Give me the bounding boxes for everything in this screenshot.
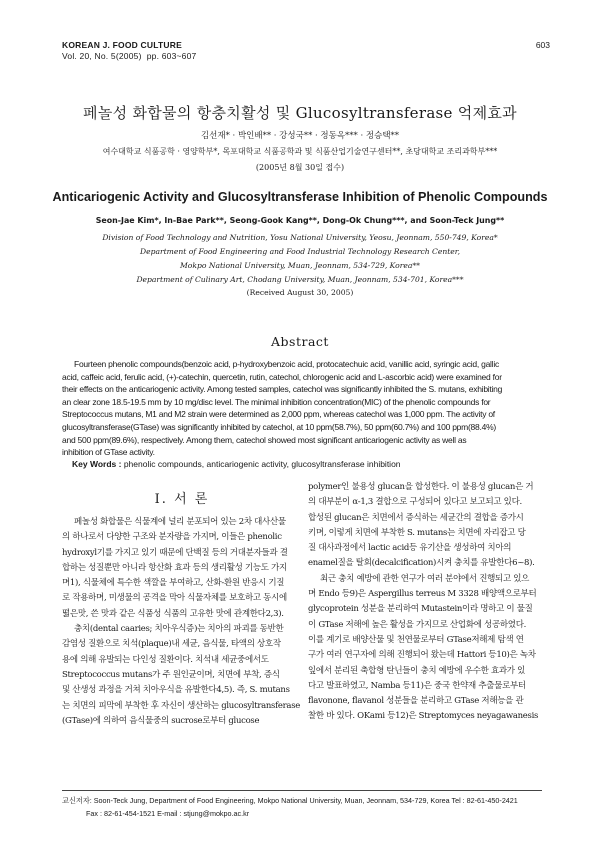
body-line: glycoprotein 성분을 분리하여 Mutastein이라 명하고 이 물질 xyxy=(308,604,533,615)
body-line: enamel질을 탈회(decalcification)시켜 충치를 유발한다6~8). xyxy=(308,558,535,569)
abstract-line: Fourteen phenolic compounds(benzoic acid, p-hydroxybenzoic acid, protocatechuic acid, vanillic acid, syringic acid, gallic xyxy=(74,359,499,369)
body-line: flavonone, flavanol 성분들을 분리하고 GTase 저해능을 관 xyxy=(308,696,524,707)
body-line: 이 GTase 저해에 높은 활성을 가지므로 산업화에 성공하였다. xyxy=(308,619,527,630)
body-line: 며1), 식물체에 특수한 색깔을 부여하고, 산화-환원 반응시 기질 xyxy=(62,578,285,589)
body-line: 충치(dental caaries; 치아우식증)는 치아의 파괴를 동반한 xyxy=(74,624,284,635)
page-number: 603 xyxy=(535,40,550,50)
body-line: 떫은맛, 쓴 맛과 같은 식품성 식품의 고유한 맛에 관계한다2,3). xyxy=(62,608,284,619)
body-line: 합하는 성질뿐만 아니라 항산화 효과 등의 생리활성 기능도 가지 xyxy=(62,562,287,573)
body-line: 는 치면의 피막에 부착한 후 자신이 생산하는 glucosyltransferase xyxy=(62,700,300,711)
footnote-correspondence: 교신저자: Soon-Teck Jung, Department of Food Engineering, Mokpo National University, Muan, Jeonnam, 534-729, Korea Tel : 82-61-450-2421 xyxy=(62,796,518,805)
english-affiliation-4: Department of Culinary Art, Chodang University, Muan, Jeonnam, 534-701, Korea*** xyxy=(136,275,464,284)
journal-volume-line xyxy=(62,51,196,62)
body-line: hydroxyl기를 가지고 있기 때문에 단백질 등의 거대분자들과 결 xyxy=(62,547,288,558)
korean-authors: 김선재* · 박인배** · 강성국** · 정동옥*** · 정승택** xyxy=(200,131,400,141)
korean-title: 페놀성 화합물의 항충치활성 및 Glucosyltransferase 억제효과 xyxy=(83,104,517,122)
body-line: 질 대사과정에서 lactic acid등 유기산을 생성하여 치아의 xyxy=(308,543,512,554)
korean-received: (2005년 8월 30일 접수) xyxy=(255,163,345,172)
keywords xyxy=(72,459,542,469)
body-line: 최근 충치 예방에 관한 연구가 여러 분야에서 진행되고 있으 xyxy=(320,573,530,584)
english-title: Anticariogenic Activity and Glucosyltransferase Inhibition of Phenolic Compounds xyxy=(52,190,548,204)
body-line: 페놀성 화합물은 식물계에 널리 분포되어 있는 2차 대사산물 xyxy=(74,517,286,527)
journal-pages: pp. 603~607 xyxy=(146,51,197,61)
footnote-divider xyxy=(62,790,542,791)
journal-header xyxy=(62,40,196,62)
body-column-left xyxy=(62,515,302,729)
abstract-line: Streptococcus mutans, M1 and M2 strain were determined as 2,000 ppm, whereas catechol was 1,000 ppm. The activity of xyxy=(62,409,495,420)
abstract-heading: Abstract xyxy=(271,334,329,349)
english-authors: Seon-Jae Kim*, In-Bae Park**, Seong-Gook Kang**, Dong-Ok Chung***, and Soon-Teck Jung** xyxy=(95,216,505,225)
abstract-line: an clear zone 18.5-19.5 mm by 10 mg/disc level. The minimal inhibition concentration(MIC) of the phenolic compounds for xyxy=(62,396,491,407)
section-heading-introduction: I. 서 론 xyxy=(154,492,210,507)
keywords-label: Key Words : xyxy=(72,459,122,469)
body-line: 다고 발표하였고, Namba 등11)은 중국 한약재 추출물로부터 xyxy=(308,680,526,691)
body-line: 감염성 질환으로 치석(plaque)내 세균, 음식물, 타액의 상호작 xyxy=(62,639,281,650)
body-line: 의 대부분이 α-1,3 결합으로 구성되어 있다고 보고되고 있다. xyxy=(308,497,522,508)
body-line: 찰한 바 있다. OKami 등12)은 Streptomyces neyagawanesis xyxy=(308,711,539,722)
english-affiliation-1: Division of Food Technology and Nutrition, Yosu National University, Yeosu, Jeonnam, 550-749, Korea* xyxy=(102,233,498,242)
abstract-line: acid, caffeic acid, ferulic acid, (+)-catechin, quercetin, rutin, catechol, chlorogenic acid and L-ascorbic acid) were examined for xyxy=(62,371,502,382)
abstract-line: glucosyltransferase(GTase) was significantly inhibited by catechol, at 10 ppm(58.7%), 50 ppm(60.7%) and 100 ppm(88.4%) xyxy=(62,421,496,432)
keywords-list: phenolic compounds, anticariogenic activity, glucosyltransferase inhibition xyxy=(123,459,401,469)
korean-affiliations: 여수대학교 식품공학 · 영양학부*, 목포대학교 식품공학과 및 식품산업기술연구센터**, 초당대학교 조리과학부*** xyxy=(102,147,498,156)
body-line: 합성된 glucan은 치면에서 증식하는 세균간의 결합을 증가시 xyxy=(308,512,524,523)
journal-volume: Vol. 20, No. 5(2005) xyxy=(62,51,142,61)
body-line: 로 작용하며, 미생물의 공격을 막아 식물자체를 보호하고 동시에 xyxy=(62,593,287,604)
body-line: 용에 의해 유발되는 다인성 질환이다. 치석내 세균중에서도 xyxy=(62,654,269,665)
body-line: 키며, 이렇게 치면에 부착한 S. mutans는 치면에 자리잡고 당 xyxy=(308,527,526,538)
body-line: polymer인 불용성 glucan을 합성한다. 이 불용성 glucan은 거 xyxy=(308,482,534,492)
english-affiliation-3: Mokpo National University, Muan, Jeonnam, 534-729, Korea** xyxy=(180,261,420,270)
abstract-line: and 500 ppm(89.6%), respectively. Among them, catechol showed most significant anticariogenic activity as well as xyxy=(62,434,467,445)
body-line: 이를 계기로 배양산물 및 천연물로부터 GTase저해제 탐색 연 xyxy=(308,634,524,645)
journal-name: KOREAN J. FOOD CULTURE xyxy=(62,40,182,50)
body-line: Streptococcus mutans가 주 원인균이며, 치면에 부착, 증식 xyxy=(62,669,280,680)
abstract-line: inhibition of GTase activity. xyxy=(62,447,155,458)
body-line: (GTase)에 의하여 음식물중의 sucrose로부터 glucose xyxy=(62,715,260,726)
body-line: 의 하나로서 다양한 구조와 분자량을 가지며, 이들은 phenolic xyxy=(62,532,282,543)
english-received: (Received August 30, 2005) xyxy=(246,288,354,297)
body-line: 며 Endo 등9)은 Aspergillus terreus M 3328 배양액으로부터 xyxy=(308,589,537,600)
footnote-contact: Fax : 82-61-454-1521 E-mail : stjung@mokpo.ac.kr xyxy=(86,809,250,818)
english-affiliation-2: Department of Food Engineering and Food Industrial Technology Research Center, xyxy=(140,247,460,256)
body-line: 및 산생성 과정을 거쳐 치아우식을 유발한다4,5). 즉, S. mutans xyxy=(62,685,290,696)
abstract-line: their effects on the anticariogenic activity. Among tested samples, catechol was significantly inhibited the S. mutans, exhibiting xyxy=(62,384,503,395)
body-line: 구가 여러 연구자에 의해 진행되어 왔는데 Hattori 등10)은 녹차 xyxy=(308,650,536,661)
abstract-body xyxy=(62,358,542,459)
body-column-right xyxy=(308,480,548,725)
body-line: 잎에서 분리된 축합형 탄닌들이 충치 예방에 우수한 효과가 있 xyxy=(308,665,525,676)
